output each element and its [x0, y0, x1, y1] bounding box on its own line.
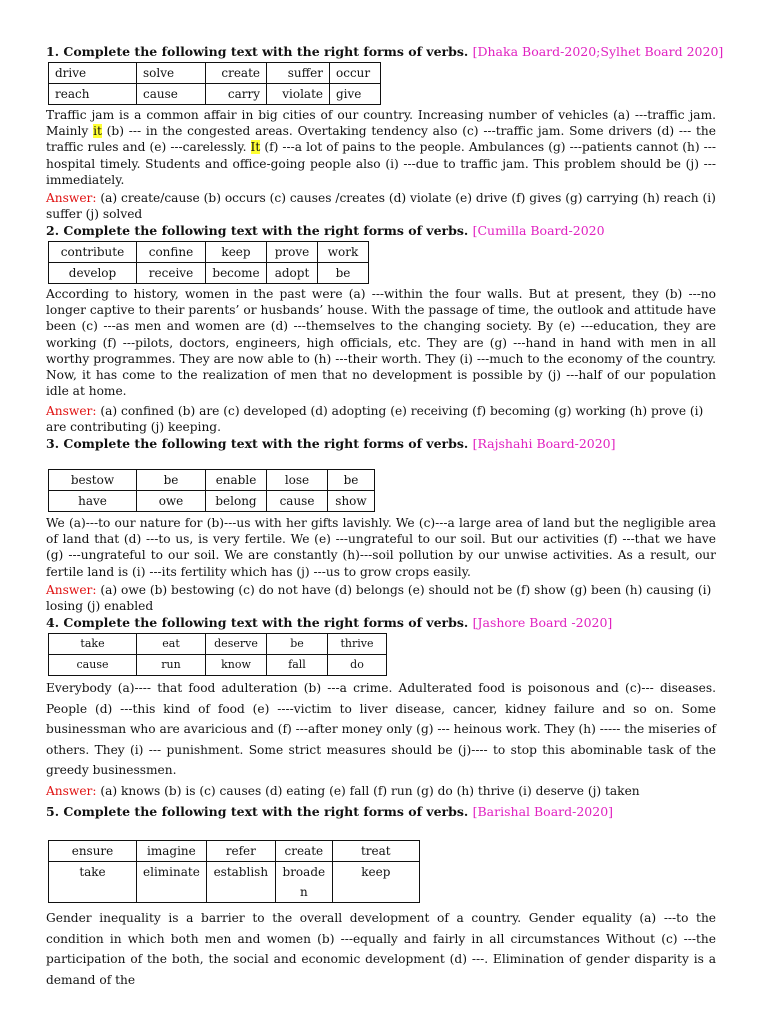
verb-cell: keep — [206, 242, 267, 263]
section-title: 4. Complete the following text with the right forms of verbs. [Jashore Board -2020] — [46, 615, 613, 630]
board-label: [Rajshahi Board-2020] — [472, 436, 616, 451]
section-3 — [46, 436, 616, 512]
verb-cell: prove — [267, 242, 318, 263]
verb-cell: drive — [49, 63, 137, 84]
verb-table — [48, 633, 387, 676]
section-4 — [46, 615, 612, 676]
section-title: 5. Complete the following text with the right forms of verbs. [Barishal Board-2020] — [46, 804, 614, 819]
verb-cell: bestow — [49, 470, 137, 491]
verb-cell: give — [330, 84, 381, 105]
section-2 — [46, 223, 605, 284]
verb-cell: be — [328, 470, 375, 491]
section-4-answer: Answer: (a) knows (b) is (c) causes (d) eating (e) fall (f) run (g) do (h) thrive (i) deserve (j) taken — [46, 784, 640, 798]
section-1 — [46, 44, 723, 105]
verb-cell: carry — [206, 84, 267, 105]
verb-cell: suffer — [267, 63, 330, 84]
verb-table — [48, 840, 420, 903]
verb-cell: refer — [206, 841, 275, 862]
answer-label: Answer: — [46, 191, 97, 205]
verb-cell: eliminate — [137, 862, 207, 903]
verb-cell: thrive — [328, 634, 387, 655]
answer-label: Answer: — [46, 583, 97, 597]
verb-cell: establish — [206, 862, 275, 903]
verb-cell: create — [275, 841, 332, 862]
section-2-answer: Answer: (a) confined (b) are (c) developed (d) adopting (e) receiving (f) becoming (g) working (h) prove (i) are contributing (j) keeping. — [46, 404, 704, 434]
section-5-text: Gender inequality is a barrier to the overall development of a country. Gender equality (a) ---to the condition in which both men and women (b) ---equally and fairly in all circumstances Without (c) ---the participation of the both, the social and economic development (d) ---. Elimination of gender disparity is a demand of the — [46, 911, 716, 987]
verb-cell: be — [137, 470, 206, 491]
verb-cell: solve — [137, 63, 206, 84]
verb-cell: imagine — [137, 841, 207, 862]
verb-cell: receive — [137, 263, 206, 284]
verb-cell: lose — [267, 470, 328, 491]
verb-cell: violate — [267, 84, 330, 105]
board-label: [Jashore Board -2020] — [472, 615, 613, 630]
section-1-answer: Answer: (a) create/cause (b) occurs (c) causes /creates (d) violate (e) drive (f) gives (g) carrying (h) reach (i) suffer (j) solved — [46, 191, 716, 221]
verb-cell: cause — [49, 655, 137, 676]
verb-cell: treat — [332, 841, 419, 862]
board-label: [Cumilla Board-2020 — [472, 223, 605, 238]
section-title: 1. Complete the following text with the right forms of verbs. [Dhaka Board-2020;Sylhet Board 2020] — [46, 44, 724, 59]
verb-cell: be — [267, 634, 328, 655]
verb-cell: have — [49, 491, 137, 512]
verb-table — [48, 62, 381, 105]
verb-cell: work — [318, 242, 369, 263]
verb-cell: ensure — [49, 841, 137, 862]
verb-cell: enable — [206, 470, 267, 491]
section-4-text: Everybody (a)---- that food adulteration (b) ---a crime. Adulterated food is poisonous and (c)--- diseases. People (d) ---this kind of food (e) ----victim to liver disease, cancer, kidney failure and so on. Some businessman who are avaricious and (f) ---after money only (g) --- heinous work. They (h) ----- the miseries of others. They (i) --- punishment. Some strict measures should be (j)---- to stop this abominable task of the greedy businessmen. — [46, 681, 716, 778]
section-title: 2. Complete the following text with the right forms of verbs. [Cumilla Board-2020 — [46, 223, 605, 238]
verb-cell: cause — [267, 491, 328, 512]
verb-cell: owe — [137, 491, 206, 512]
section-1-text: Traffic jam is a common affair in big cities of our country. Increasing number of vehicles (a) ---traffic jam. Mainly it (b) --- in the congested areas. Overtaking tendency also (c) ---traffic jam. Some drivers (d) --- the traffic rules and (e) ---carelessly. It (f) ---a lot of pains to the people. Ambulances (g) ---patients cannot (h) --- hospital timely. Students and office-going people also (i) ---due to traffic jam. This problem should be (j) ---immediately. — [46, 108, 717, 187]
answer-label: Answer: — [46, 784, 97, 798]
verb-cell: run — [137, 655, 206, 676]
highlighted-word: It — [250, 140, 261, 155]
highlighted-word: it — [93, 124, 102, 139]
verb-cell: be — [318, 263, 369, 284]
verb-table — [48, 241, 369, 284]
verb-cell: develop — [49, 263, 137, 284]
verb-cell: take — [49, 634, 137, 655]
verb-cell: create — [206, 63, 267, 84]
verb-cell: cause — [137, 84, 206, 105]
section-title: 3. Complete the following text with the right forms of verbs. [Rajshahi Board-2020] — [46, 436, 616, 451]
verb-cell: deserve — [206, 634, 267, 655]
verb-cell: belong — [206, 491, 267, 512]
verb-cell: contribute — [49, 242, 137, 263]
board-label: [Dhaka Board-2020;Sylhet Board 2020] — [472, 44, 724, 59]
section-3-text: We (a)---to our nature for (b)---us with her gifts lavishly. We (c)---a large area of land but the negligible area of land that (d) ---to us, is very fertile. We (e) ---ungrateful to our soil. But our activities (f) ---that we have (g) ---ungrateful to our soil. We are constantly (h)---soil pollution by our unwise activities. As a result, our fertile land is (i) ---its fertility which has (j) ---us to grow crops easily. — [46, 516, 716, 579]
verb-cell: occur — [330, 63, 381, 84]
verb-cell: broade n — [275, 862, 332, 903]
verb-cell: fall — [267, 655, 328, 676]
verb-cell: do — [328, 655, 387, 676]
verb-cell: eat — [137, 634, 206, 655]
verb-cell: adopt — [267, 263, 318, 284]
verb-cell: reach — [49, 84, 137, 105]
section-5 — [46, 804, 613, 903]
verb-table — [48, 469, 375, 512]
verb-cell: become — [206, 263, 267, 284]
verb-cell: take — [49, 862, 137, 903]
verb-cell: keep — [332, 862, 419, 903]
answer-label: Answer: — [46, 404, 97, 418]
section-3-answer: Answer: (a) owe (b) bestowing (c) do not have (d) belongs (e) should not be (f) show (g) been (h) causing (i) losing (j) enabled — [46, 583, 712, 613]
verb-cell: know — [206, 655, 267, 676]
board-label: [Barishal Board-2020] — [472, 804, 614, 819]
verb-cell: confine — [137, 242, 206, 263]
section-2-text: According to history, women in the past were (a) ---within the four walls. But at present, they (b) ---no longer captive to their parents’ or husbands’ house. With the passage of time, the outlook and attitude have been (c) ---as men and women are (d) ---themselves to the changing society. By (e) ---education, they are working (f) ---pilots, doctors, engineers, high officials, etc. They are (g) ---hand in hand with men in all worthy programmes. They are now able to (h) ---their worth. They (i) ---much to the economy of the country. Now, it has come to the realization of men that no development is possible by (j) ---half of our population idle at home. — [46, 287, 716, 399]
verb-cell: show — [328, 491, 375, 512]
